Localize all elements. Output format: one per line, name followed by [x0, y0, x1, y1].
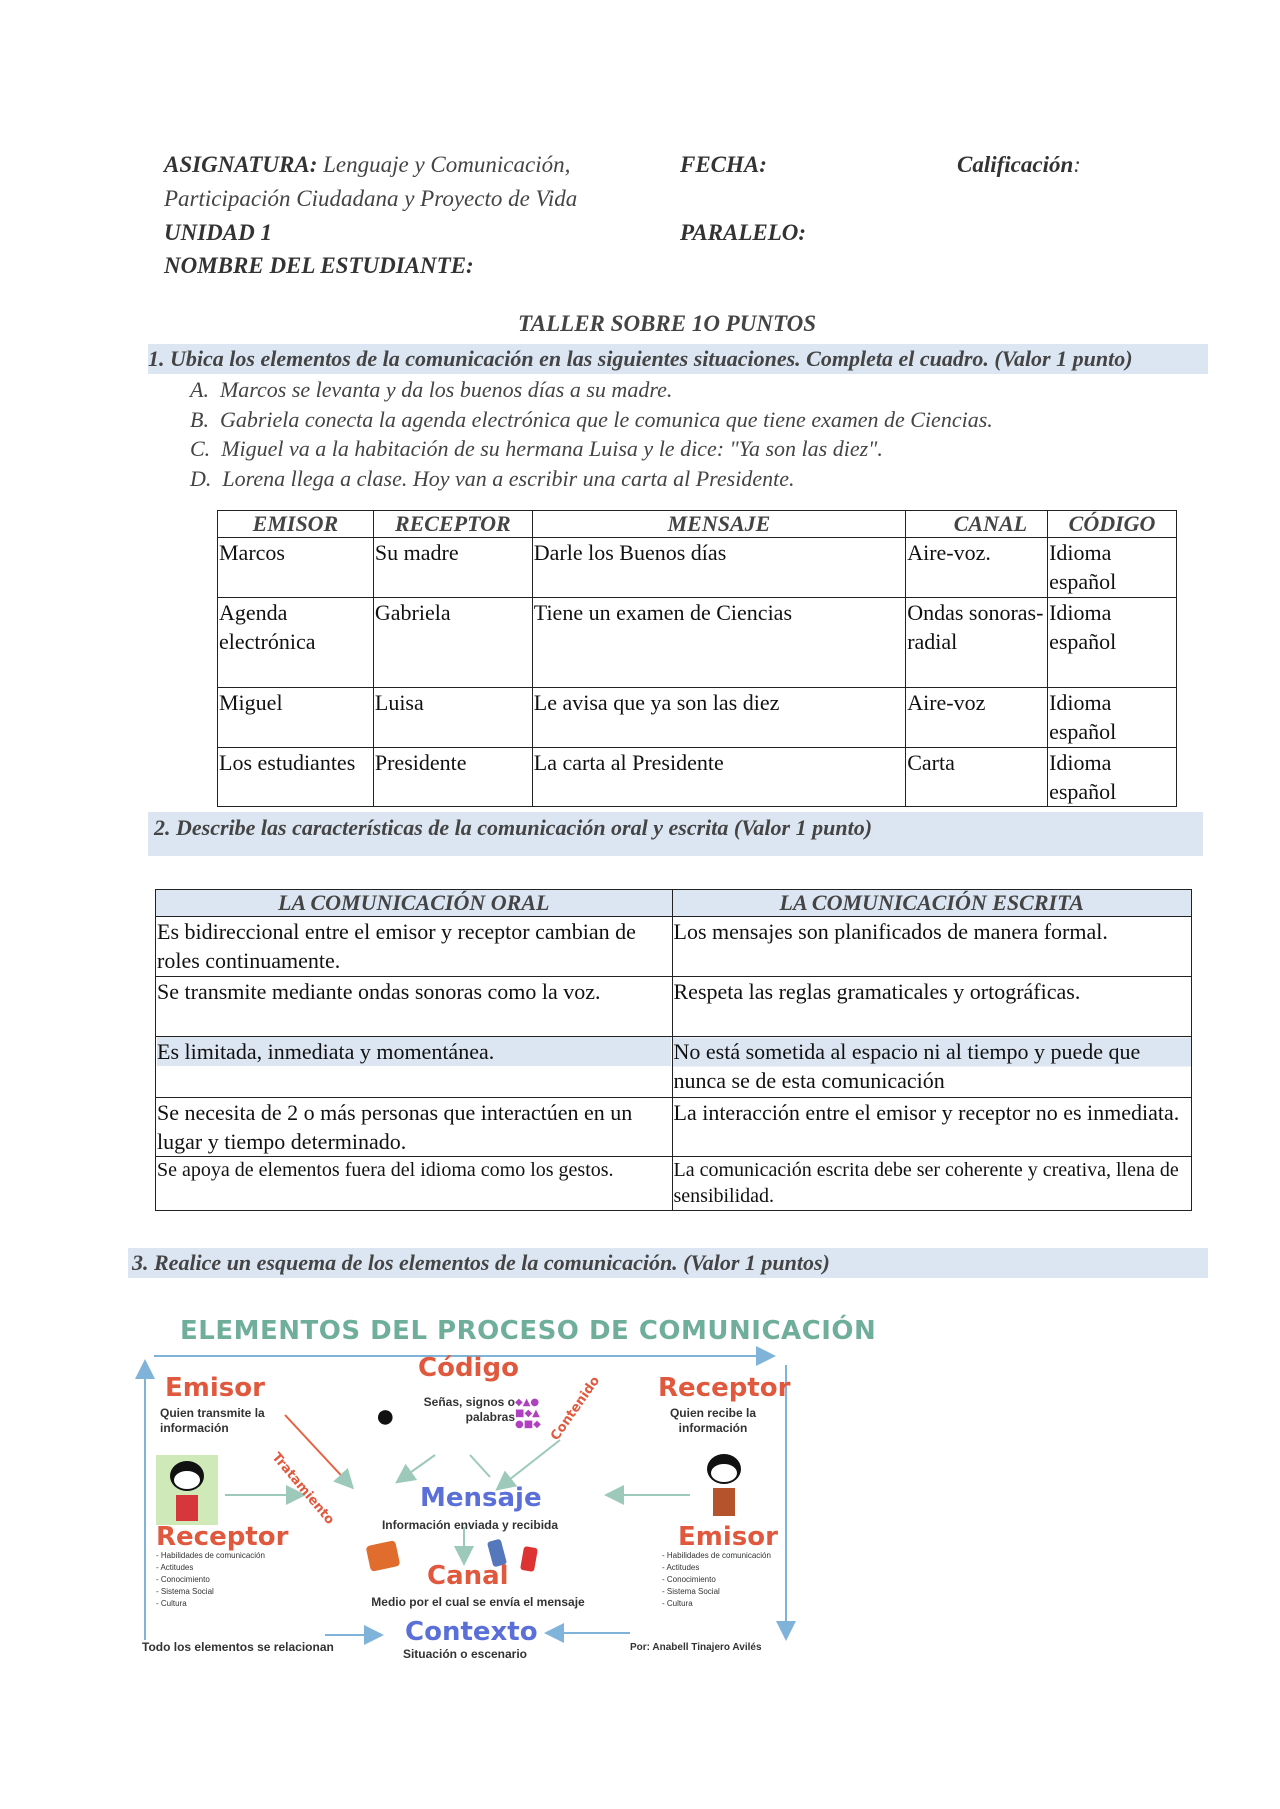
table-cell: Su madre	[373, 538, 532, 598]
contexto-desc: Situación o escenario	[402, 1647, 528, 1661]
situation-letter: B.	[190, 407, 209, 432]
table-cell: Marcos	[218, 538, 374, 598]
situation-letter: A.	[190, 377, 209, 402]
table-cell: Los mensajes son planificados de manera formal.	[672, 917, 1192, 977]
codigo-desc: Señas, signos o palabras	[423, 1395, 515, 1424]
table-cell: Gabriela	[373, 598, 532, 688]
asignatura-value-2: Participación Ciudadana y Proyecto de Vida	[164, 186, 578, 211]
elements-table	[217, 510, 1177, 807]
codigo-label: Código	[418, 1353, 519, 1383]
skill-item: - Sistema Social	[662, 1587, 720, 1596]
skill-item: - Actitudes	[662, 1563, 700, 1572]
receptor-left-skills	[156, 1550, 265, 1610]
table-row	[156, 1157, 1192, 1211]
mensaje-label: Mensaje	[420, 1483, 542, 1513]
table-cell: Ondas sonoras-radial	[906, 598, 1048, 688]
speaking-head-icon: ●	[375, 1397, 396, 1435]
asignatura-line	[164, 148, 570, 182]
table-cell: Luisa	[373, 688, 532, 748]
table-cell: Los estudiantes	[218, 748, 374, 807]
table-cell: Se apoya de elementos fuera del idioma como los gestos.	[156, 1157, 673, 1211]
col-header-codigo: CÓDIGO	[1048, 511, 1177, 538]
col-header-oral: LA COMUNICACIÓN ORAL	[156, 890, 673, 917]
nombre-estudiante-label: NOMBRE DEL ESTUDIANTE:	[164, 253, 474, 278]
question-3: 3. Realice un esquema de los elementos de la comunicación. (Valor 1 puntos)	[128, 1248, 1208, 1278]
table-row	[156, 917, 1192, 977]
table-cell: Se transmite mediante ondas sonoras como la voz.	[156, 977, 673, 1037]
page-title: TALLER SOBRE 1O PUNTOS	[518, 311, 816, 336]
emisor-right-label: Emisor	[678, 1522, 778, 1552]
table-header-row	[156, 890, 1192, 917]
table-cell: Idioma español	[1048, 748, 1177, 807]
mensaje-desc: Información enviada y recibida	[381, 1518, 559, 1532]
table-cell: La interacción entre el emisor y receptor no es inmediata.	[672, 1098, 1192, 1157]
communication-diagram	[130, 1315, 877, 1675]
receptor-right-desc: Quien recibe la información	[669, 1406, 757, 1435]
table-row	[218, 598, 1177, 688]
mafalda-right-image	[695, 1450, 755, 1522]
asignatura-value: Lenguaje y Comunicación,	[323, 152, 571, 177]
skill-item: - Habilidades de comunicación	[156, 1551, 265, 1560]
table-row	[156, 977, 1192, 1037]
table-cell: Darle los Buenos días	[532, 538, 905, 598]
canal-desc: Medio por el cual se envía el mensaje	[371, 1595, 585, 1609]
table-cell	[156, 1037, 673, 1098]
skill-item: - Conocimiento	[156, 1575, 210, 1584]
situation-text: Lorena llega a clase. Hoy van a escribir una carta al Presidente.	[222, 466, 795, 491]
table-cell: Es bidireccional entre el emisor y receptor cambian de roles continuamente.	[156, 917, 673, 977]
table-cell: No está sometida al espacio ni al tiempo y puede que nunca se de esta comunicación	[672, 1037, 1192, 1098]
table-cell: La carta al Presidente	[532, 748, 905, 807]
table-cell: Idioma español	[1048, 688, 1177, 748]
table-row	[218, 538, 1177, 598]
situation-text: Miguel va a la habitación de su hermana Luisa y le dice: "Ya son las diez".	[221, 436, 883, 461]
table-row	[218, 688, 1177, 748]
col-header-emisor: EMISOR	[218, 511, 374, 538]
highlighted-text: Es limitada, inmediata y momentánea.	[157, 1037, 671, 1066]
receptor-left-label: Receptor	[156, 1522, 289, 1552]
emisor-label: Emisor	[165, 1373, 265, 1403]
table-cell: Se necesita de 2 o más personas que interactúen en un lugar y tiempo determinado.	[156, 1098, 673, 1157]
diagram-title: ELEMENTOS DEL PROCESO DE COMUNICACIÓN	[180, 1316, 877, 1346]
situation-letter: C.	[190, 436, 211, 461]
situation-c	[190, 434, 883, 463]
footer-relation-text: Todo los elementos se relacionan	[142, 1640, 334, 1654]
table-row	[218, 748, 1177, 807]
situation-text: Gabriela conecta la agenda electrónica que le comunica que tiene examen de Ciencias.	[219, 407, 993, 432]
table-cell: Respeta las reglas gramaticales y ortográficas.	[672, 977, 1192, 1037]
skill-item: - Habilidades de comunicación	[662, 1551, 771, 1560]
situation-letter: D.	[190, 466, 212, 491]
situation-b	[190, 405, 993, 434]
contenido-label: Contenido	[548, 1373, 604, 1444]
calificacion-colon: :	[1073, 152, 1081, 177]
contexto-label: Contexto	[405, 1617, 538, 1647]
table-cell: La comunicación escrita debe ser coherente y creativa, llena de sensibilidad.	[672, 1157, 1192, 1211]
emisor-right-skills	[662, 1550, 771, 1610]
col-header-receptor: RECEPTOR	[373, 511, 532, 538]
table-cell: Idioma español	[1048, 538, 1177, 598]
author-credit: Por: Anabell Tinajero Avilés	[630, 1642, 762, 1653]
table-row	[156, 1037, 1192, 1098]
emisor-desc: Quien transmite la información	[160, 1406, 265, 1435]
table-cell: Agenda electrónica	[218, 598, 374, 688]
question-2: 2. Describe las características de la comunicación oral y escrita (Valor 1 punto)	[148, 812, 1203, 856]
table-cell: Aire-voz.	[906, 538, 1048, 598]
skill-item: - Cultura	[662, 1599, 693, 1608]
oral-written-table	[155, 889, 1192, 1211]
skill-item: - Actitudes	[156, 1563, 194, 1572]
asignatura-label: ASIGNATURA:	[164, 152, 318, 177]
letters-icon: ◆▲● ■◆▲ ●■◆	[515, 1397, 541, 1430]
table-cell: Tiene un examen de Ciencias	[532, 598, 905, 688]
col-header-escrita: LA COMUNICACIÓN ESCRITA	[672, 890, 1192, 917]
receptor-right-label: Receptor	[658, 1373, 791, 1403]
table-row	[156, 1098, 1192, 1157]
canal-label: Canal	[427, 1561, 509, 1591]
skill-item: - Conocimiento	[662, 1575, 716, 1584]
calificacion-line	[957, 148, 1081, 182]
table-cell: Presidente	[373, 748, 532, 807]
mafalda-left-image	[156, 1455, 218, 1525]
table-cell: Carta	[906, 748, 1048, 807]
table-cell: Idioma español	[1048, 598, 1177, 688]
col-header-canal: CANAL	[906, 511, 1048, 538]
situation-text: Marcos se levanta y da los buenos días a su madre.	[219, 377, 673, 402]
skill-item: - Cultura	[156, 1599, 187, 1608]
calificacion-label: Calificación	[957, 152, 1074, 177]
unidad-label: UNIDAD 1	[164, 220, 272, 245]
table-cell: Le avisa que ya son las diez	[532, 688, 905, 748]
table-cell: Miguel	[218, 688, 374, 748]
table-header-row	[218, 511, 1177, 538]
paralelo-label: PARALELO:	[680, 220, 807, 245]
situation-d	[190, 464, 795, 493]
table-cell: Aire-voz	[906, 688, 1048, 748]
question-1: 1. Ubica los elementos de la comunicación en las siguientes situaciones. Completa el cuadro. (Valor 1 punto)	[148, 344, 1208, 374]
fecha-label: FECHA:	[680, 152, 767, 177]
tratamiento-label: Tratamiento	[268, 1450, 338, 1528]
skill-item: - Sistema Social	[156, 1587, 214, 1596]
situation-a	[190, 375, 672, 404]
col-header-mensaje: MENSAJE	[532, 511, 905, 538]
